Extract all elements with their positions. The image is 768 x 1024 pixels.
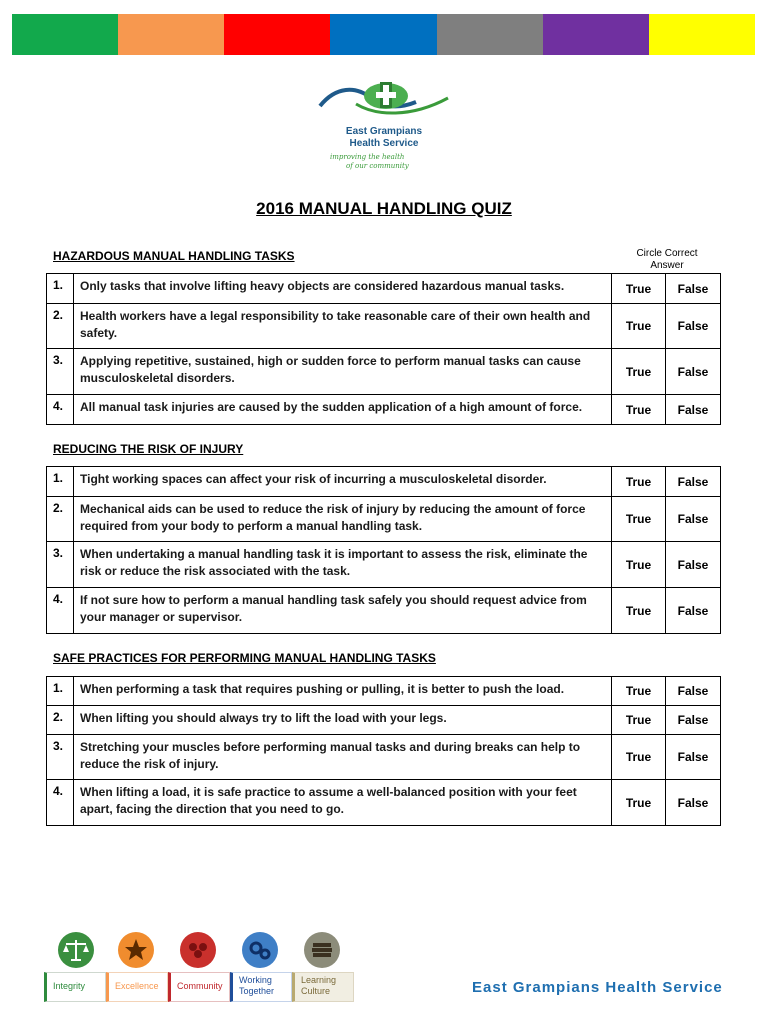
question-text: Only tasks that involve lifting heavy objects are considered hazardous manual tasks.	[74, 274, 612, 304]
people-icon	[180, 932, 216, 968]
logo-name-line1: East Grampians	[345, 126, 423, 137]
question-text: Tight working spaces can affect your risk of incurring a musculoskeletal disorder.	[74, 467, 612, 497]
value-label-integrity: Integrity	[44, 972, 106, 1002]
color-swatch-grey	[437, 14, 543, 55]
false-option[interactable]: False	[666, 542, 721, 588]
table-row	[47, 542, 721, 588]
star-icon	[118, 932, 154, 968]
question-number: 4.	[47, 395, 74, 425]
circle-correct-answer-note: Circle Correct Answer	[636, 248, 698, 271]
question-number: 3.	[47, 349, 74, 395]
true-option[interactable]: True	[612, 588, 666, 634]
question-number: 2.	[47, 304, 74, 349]
logo-name-line2: Health Service	[349, 138, 419, 149]
table-row	[47, 588, 721, 634]
color-swatch-green	[12, 14, 118, 55]
question-number: 2.	[47, 706, 74, 735]
quiz-table-reducing-risk	[46, 466, 721, 634]
footer-organisation-name: East Grampians Health Service	[472, 979, 723, 996]
table-row	[47, 735, 721, 780]
false-option[interactable]: False	[666, 780, 721, 826]
question-text: Mechanical aids can be used to reduce the risk of injury by reducing the amount of force required from your body to perform a manual handling task.	[74, 497, 612, 542]
table-row	[47, 780, 721, 826]
false-option[interactable]: False	[666, 274, 721, 304]
question-text: When lifting a load, it is safe practice to assume a well-balanced position with your feet apart, facing the direction that you need to go.	[74, 780, 612, 826]
false-option[interactable]: False	[666, 677, 721, 706]
table-row	[47, 304, 721, 349]
color-swatch-orange	[118, 14, 224, 55]
question-number: 3.	[47, 542, 74, 588]
false-option[interactable]: False	[666, 467, 721, 497]
true-option[interactable]: True	[612, 780, 666, 826]
question-number: 1.	[47, 274, 74, 304]
true-option[interactable]: True	[612, 349, 666, 395]
quiz-table-safe-practices	[46, 676, 721, 826]
true-option[interactable]: True	[612, 304, 666, 349]
table-row	[47, 274, 721, 304]
question-number: 1.	[47, 677, 74, 706]
books-icon	[304, 932, 340, 968]
section-heading-reducing-risk: REDUCING THE RISK OF INJURY	[53, 442, 244, 456]
true-option[interactable]: True	[612, 395, 666, 425]
true-option[interactable]: True	[612, 706, 666, 735]
color-swatch-red	[224, 14, 330, 55]
false-option[interactable]: False	[666, 735, 721, 780]
question-number: 2.	[47, 497, 74, 542]
question-number: 4.	[47, 780, 74, 826]
logo-emblem-icon	[316, 76, 452, 122]
section-heading-hazardous: HAZARDOUS MANUAL HANDLING TASKS	[53, 249, 295, 263]
table-row	[47, 677, 721, 706]
logo-tagline-line1: improving the health	[330, 153, 405, 161]
true-option[interactable]: True	[612, 735, 666, 780]
color-bar	[12, 14, 755, 55]
value-label-working-together: Working Together	[230, 972, 292, 1002]
value-label-learning-culture: Learning Culture	[292, 972, 354, 1002]
table-row	[47, 395, 721, 425]
value-label-excellence: Excellence	[106, 972, 168, 1002]
true-option[interactable]: True	[612, 542, 666, 588]
false-option[interactable]: False	[666, 588, 721, 634]
false-option[interactable]: False	[666, 395, 721, 425]
color-swatch-purple	[543, 14, 649, 55]
true-option[interactable]: True	[612, 274, 666, 304]
question-text: When lifting you should always try to lift the load with your legs.	[74, 706, 612, 735]
value-label-community: Community	[168, 972, 230, 1002]
true-option[interactable]: True	[612, 467, 666, 497]
color-swatch-blue	[330, 14, 436, 55]
false-option[interactable]: False	[666, 304, 721, 349]
values-strip	[40, 928, 360, 1004]
question-text: Stretching your muscles before performing manual tasks and during breaks can help to reduce the risk of injury.	[74, 735, 612, 780]
question-text: Health workers have a legal responsibility to take reasonable care of their own health and safety.	[74, 304, 612, 349]
true-option[interactable]: True	[612, 677, 666, 706]
question-text: When performing a task that requires pushing or pulling, it is better to push the load.	[74, 677, 612, 706]
true-option[interactable]: True	[612, 497, 666, 542]
table-row	[47, 706, 721, 735]
false-option[interactable]: False	[666, 497, 721, 542]
question-text: All manual task injuries are caused by the sudden application of a high amount of force.	[74, 395, 612, 425]
quiz-table-hazardous	[46, 273, 721, 425]
question-number: 3.	[47, 735, 74, 780]
logo-tagline-line2: of our community	[346, 162, 409, 170]
question-number: 1.	[47, 467, 74, 497]
question-text: When undertaking a manual handling task it is important to assess the risk, eliminate the risk or reduce the risk associated with the task.	[74, 542, 612, 588]
table-row	[47, 467, 721, 497]
false-option[interactable]: False	[666, 706, 721, 735]
organisation-logo	[316, 76, 452, 176]
scales-icon	[58, 932, 94, 968]
page-title: 2016 MANUAL HANDLING QUIZ	[256, 199, 512, 218]
table-row	[47, 497, 721, 542]
false-option[interactable]: False	[666, 349, 721, 395]
question-number: 4.	[47, 588, 74, 634]
color-swatch-yellow	[649, 14, 755, 55]
question-text: If not sure how to perform a manual handling task safely you should request advice from your manager or supervisor.	[74, 588, 612, 634]
gears-icon	[242, 932, 278, 968]
table-row	[47, 349, 721, 395]
question-text: Applying repetitive, sustained, high or sudden force to perform manual tasks can cause musculoskeletal disorders.	[74, 349, 612, 395]
section-heading-safe-practices: SAFE PRACTICES FOR PERFORMING MANUAL HANDLING TASKS	[53, 651, 436, 665]
